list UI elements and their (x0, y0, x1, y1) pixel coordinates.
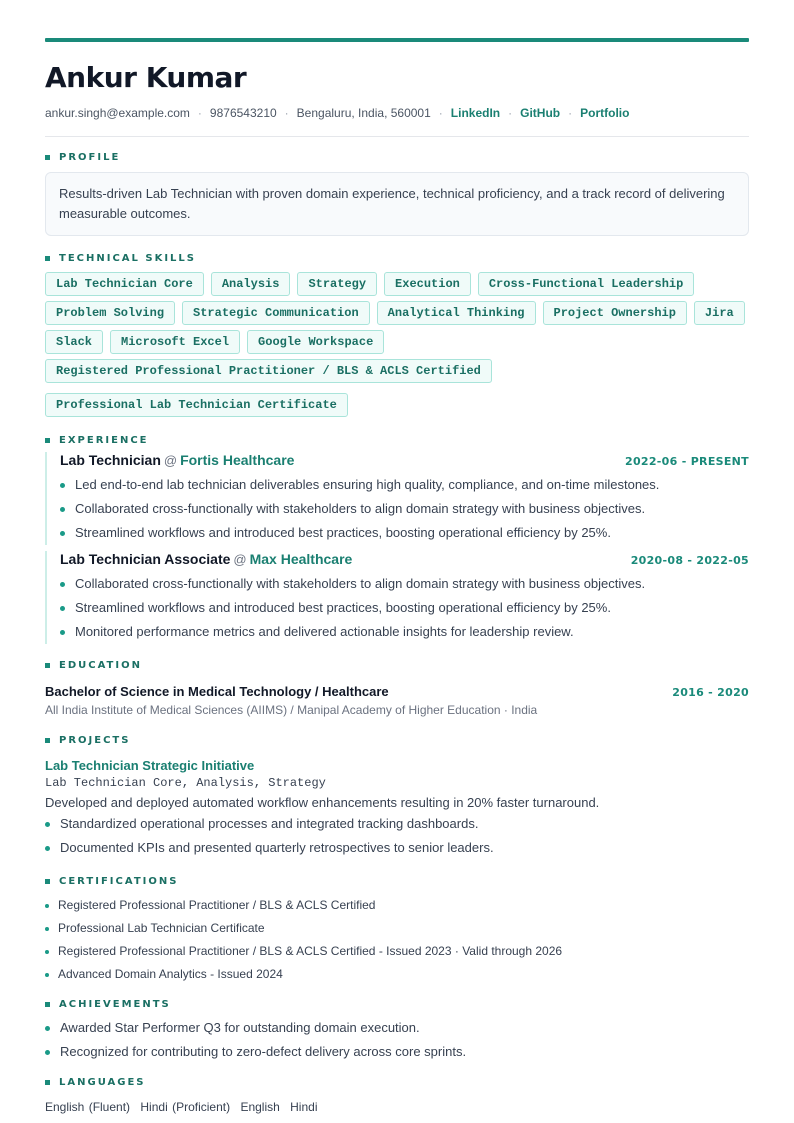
section-title-languages: LANGUAGES (45, 1077, 749, 1088)
square-icon (45, 155, 50, 160)
list-item: Advanced Domain Analytics - Issued 2024 (45, 963, 749, 986)
section-title-certifications: CERTIFICATIONS (45, 876, 749, 887)
project-title: Lab Technician Strategic Initiative (45, 758, 255, 773)
job-dates: 2020-08 - 2022-05 (630, 554, 749, 567)
square-icon (45, 663, 50, 668)
list-item: Professional Lab Technician Certificate (45, 917, 749, 940)
email[interactable]: ankur.singh@example.com (45, 106, 190, 120)
separator: · (284, 106, 289, 120)
resume-page (45, 38, 749, 1114)
languages-list (45, 1100, 749, 1114)
list-item: Streamlined workflows and introduced best practices, boosting operational efficiency by 25%. (60, 521, 749, 545)
list-item: Documented KPIs and presented quarterly retrospectives to senior leaders. (45, 836, 749, 860)
list-item: Collaborated cross-functionally with stakeholders to align domain strategy with business objectives. (60, 497, 749, 521)
at-symbol: @ (163, 453, 178, 468)
job-title: Lab Technician Associate (60, 551, 231, 567)
portfolio-link[interactable]: Portfolio (580, 106, 630, 120)
skill-tag: Strategic Communication (182, 301, 370, 325)
list-item: Monitored performance metrics and delivered actionable insights for leadership review. (60, 620, 749, 644)
skill-tag: Execution (384, 272, 471, 296)
separator: · (568, 106, 573, 120)
skill-tag: Slack (45, 330, 103, 354)
degree: Bachelor of Science in Medical Technology / Healthcare (45, 684, 389, 699)
language-item: Hindi (290, 1100, 318, 1114)
skill-tag: Registered Professional Practitioner / BLS & ACLS Certified (45, 359, 492, 383)
list-item: Led end-to-end lab technician deliverables ensuring high quality, compliance, and on-time milestones. (60, 473, 749, 497)
job-dates: 2022-06 - PRESENT (624, 455, 749, 468)
section-title-achievements: ACHIEVEMENTS (45, 999, 749, 1010)
section-title-experience: EXPERIENCE (45, 435, 749, 446)
section-title-skills: TECHNICAL SKILLS (45, 253, 749, 264)
project-entry (45, 758, 749, 860)
list-item: Standardized operational processes and integrated tracking dashboards. (45, 812, 749, 836)
contact-line (45, 106, 749, 120)
list-item: Awarded Star Performer Q3 for outstanding domain execution. (45, 1016, 749, 1040)
square-icon (45, 1002, 50, 1007)
separator: · (438, 106, 443, 120)
list-item: Registered Professional Practitioner / BLS & ACLS Certified (45, 894, 749, 917)
skill-tag: Google Workspace (247, 330, 384, 354)
skill-tag: Jira (694, 301, 745, 325)
profile-summary: Results-driven Lab Technician with proven domain experience, technical proficiency, and a track record of delivering measurable outcomes. (45, 172, 749, 236)
list-item: Recognized for contributing to zero-defect delivery across core sprints. (45, 1040, 749, 1064)
list-item: Streamlined workflows and introduced best practices, boosting operational efficiency by 25%. (60, 596, 749, 620)
skill-tag: Strategy (297, 272, 377, 296)
certifications-list (45, 894, 749, 986)
education-dates: 2016 - 2020 (672, 686, 749, 699)
skill-tag: Lab Technician Core (45, 272, 204, 296)
school: All India Institute of Medical Sciences (AIIMS) / Manipal Academy of Higher Education · India (45, 703, 538, 717)
education-entry (45, 684, 749, 717)
job-header (60, 452, 749, 470)
job-entry (45, 551, 749, 644)
skill-tag: Microsoft Excel (110, 330, 240, 354)
job-entry (45, 452, 749, 545)
candidate-name: Ankur Kumar (45, 61, 247, 94)
project-bullets (45, 812, 749, 860)
skill-tag: Professional Lab Technician Certificate (45, 393, 348, 417)
square-icon (45, 438, 50, 443)
company-name: Fortis Healthcare (180, 452, 295, 468)
skill-tag: Problem Solving (45, 301, 175, 325)
separator: · (197, 106, 202, 120)
job-bullets (60, 473, 749, 545)
square-icon (45, 1080, 50, 1085)
square-icon (45, 738, 50, 743)
skill-tag: Analytical Thinking (377, 301, 536, 325)
at-symbol: @ (233, 552, 247, 567)
section-title-projects: PROJECTS (45, 735, 749, 746)
job-title: Lab Technician (60, 452, 161, 468)
separator: · (508, 106, 513, 120)
language-item: Hindi (Proficient) (140, 1100, 231, 1114)
company-name: Max Healthcare (249, 551, 353, 567)
square-icon (45, 879, 50, 884)
job-header (60, 551, 749, 569)
list-item: Collaborated cross-functionally with stakeholders to align domain strategy with business objectives. (60, 572, 749, 596)
divider (45, 136, 749, 137)
achievements-list (45, 1016, 749, 1064)
section-title-profile: PROFILE (45, 152, 749, 163)
linkedin-link[interactable]: LinkedIn (450, 106, 501, 120)
skill-tag: Analysis (211, 272, 291, 296)
accent-bar (45, 38, 749, 42)
list-item: Registered Professional Practitioner / BLS & ACLS Certified - Issued 2023 · Valid through 2026 (45, 940, 749, 963)
skill-tag: Project Ownership (543, 301, 687, 325)
phone: 9876543210 (209, 106, 277, 120)
github-link[interactable]: GitHub (520, 106, 561, 120)
location: Bengaluru, India, 560001 (296, 106, 431, 120)
language-item: English (240, 1100, 280, 1114)
job-bullets (60, 572, 749, 644)
skills-list (45, 272, 749, 417)
language-item: English (Fluent) (45, 1100, 131, 1114)
project-description: Developed and deployed automated workflow enhancements resulting in 20% faster turnaround. (45, 795, 600, 810)
section-title-education: EDUCATION (45, 660, 749, 671)
skill-tag: Cross-Functional Leadership (478, 272, 694, 296)
project-tech: Lab Technician Core, Analysis, Strategy (45, 776, 326, 790)
square-icon (45, 256, 50, 261)
